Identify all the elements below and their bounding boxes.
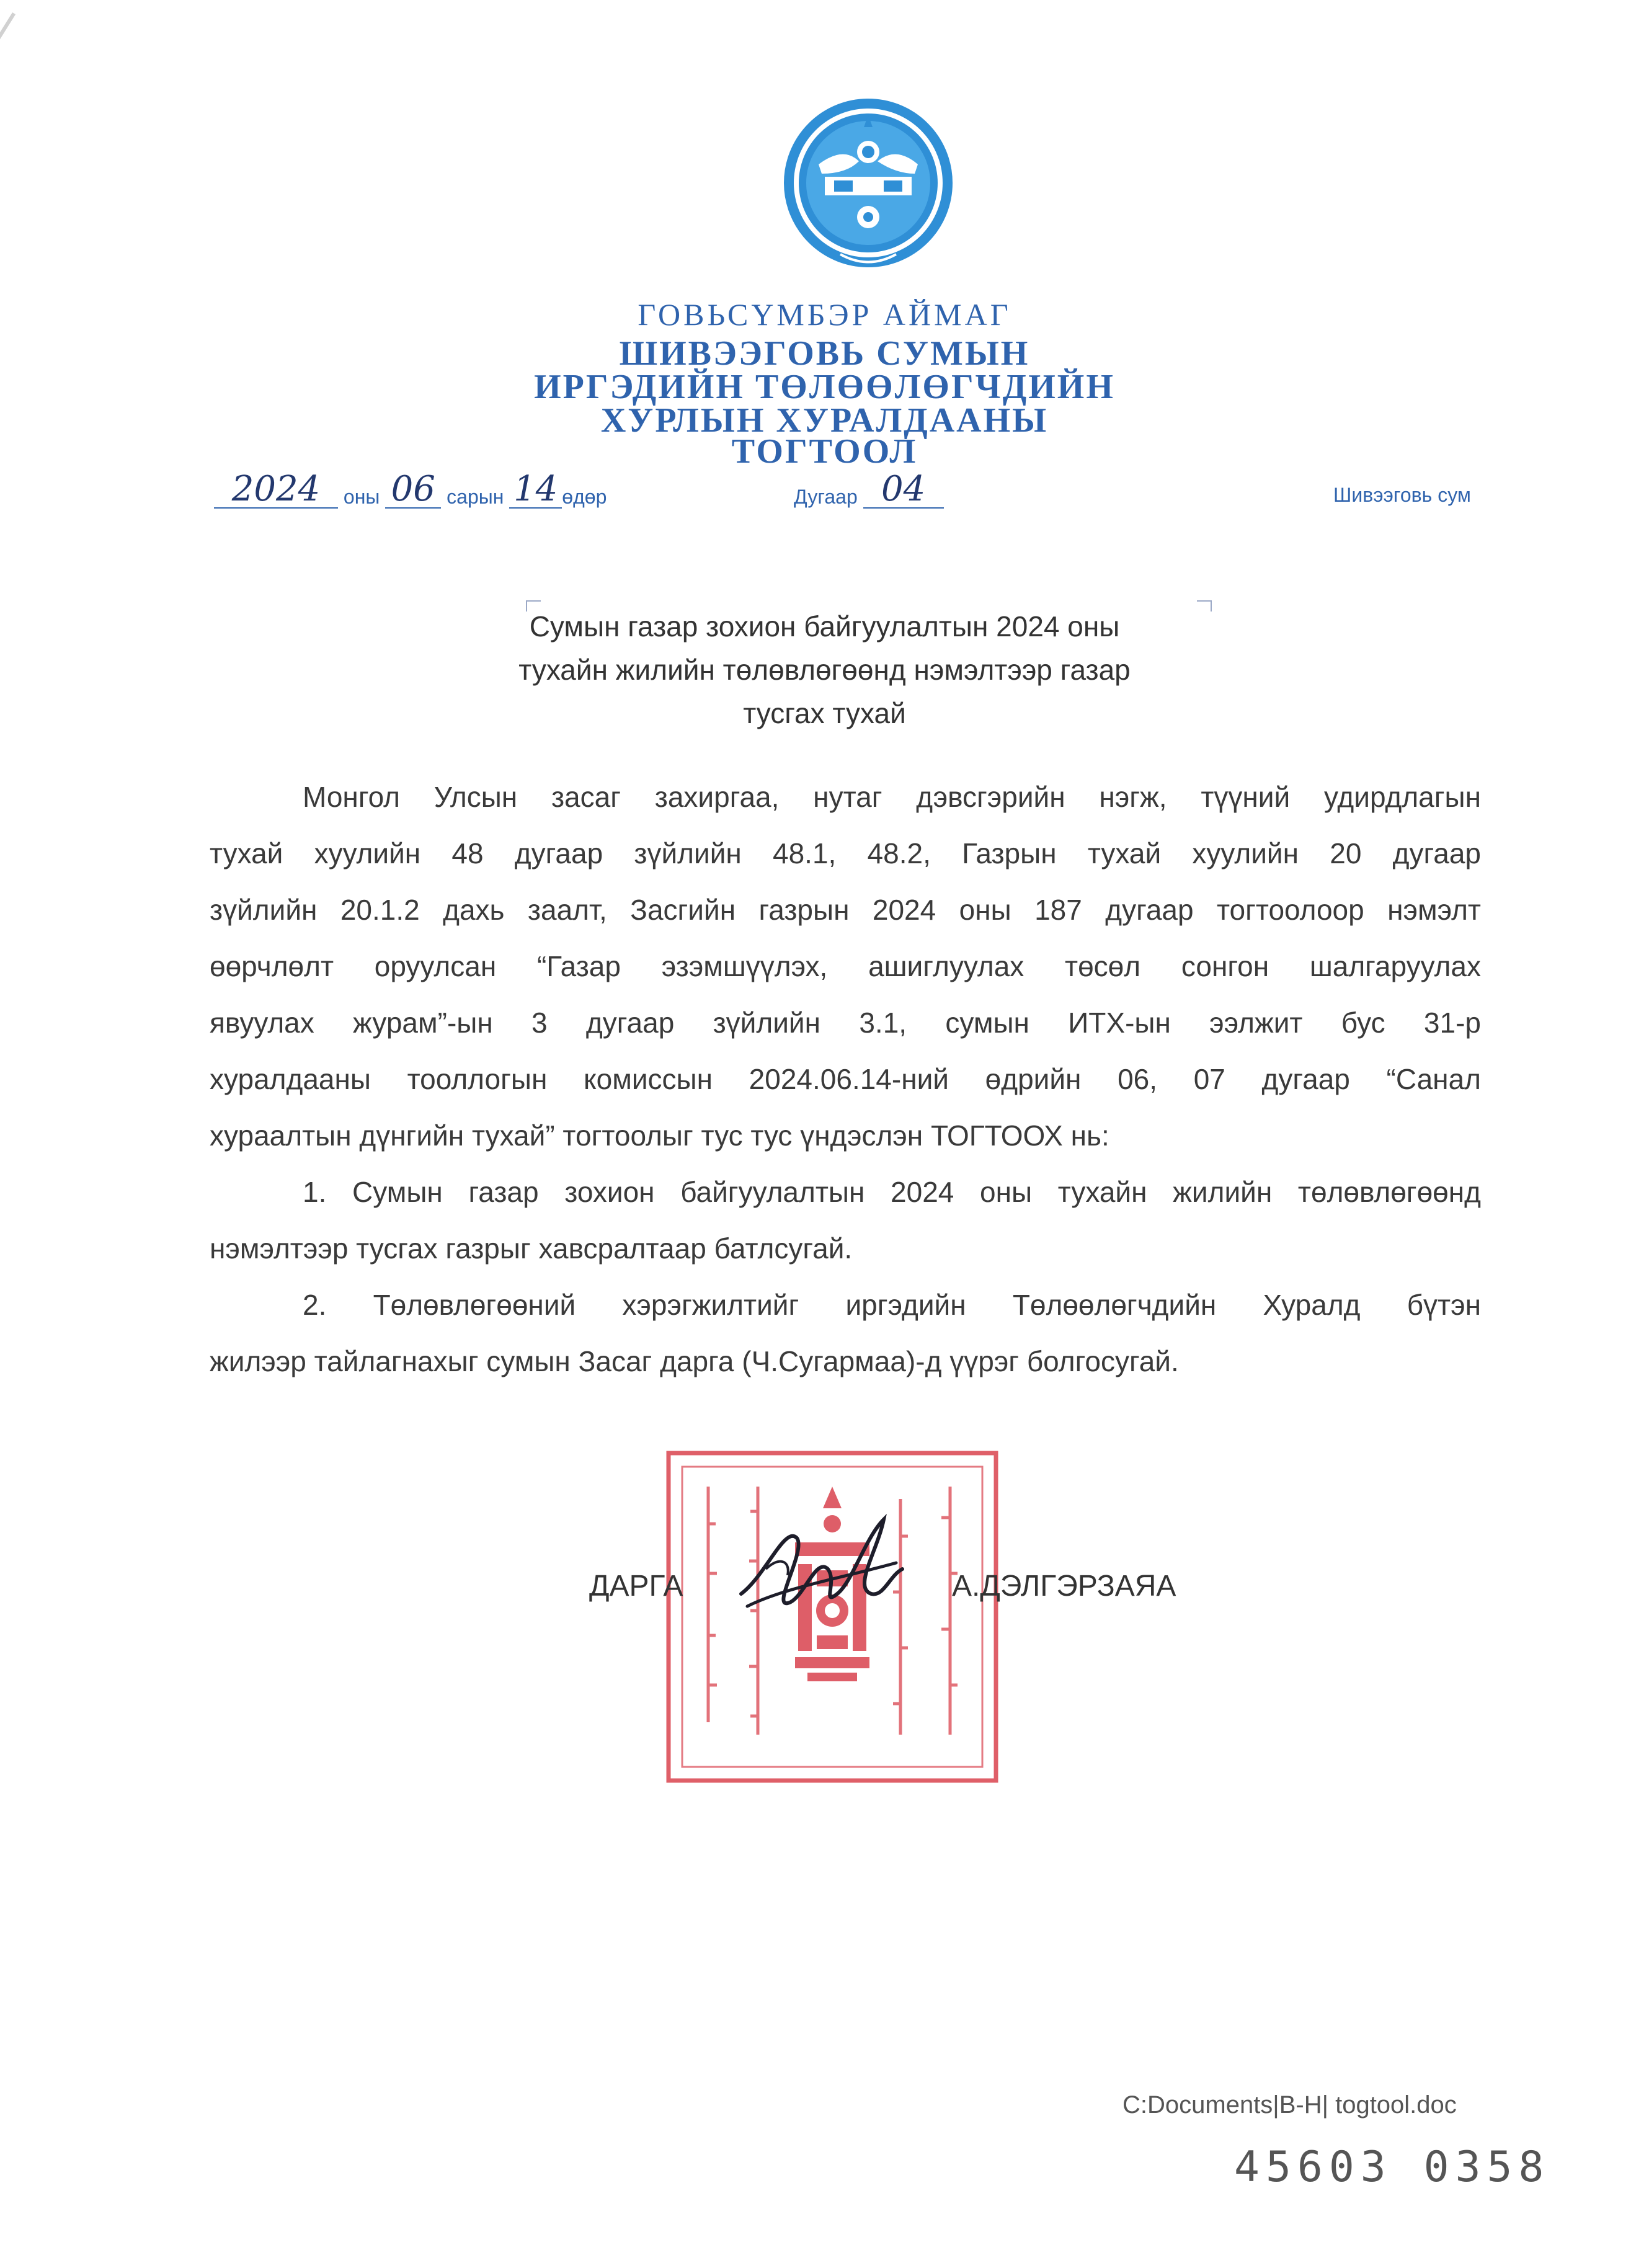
file-path: C:Documents|B-H| togtool.doc [1122,2091,1457,2119]
signatory-name: А.ДЭЛГЭРЗАЯА [952,1570,1176,1603]
date-year-suffix: оны [343,486,380,508]
preamble-line: хуралдааны тооллогын комиссын 2024.06.14-ний өдрийн 06, 07 дугаар “Санал [210,1063,1481,1095]
preamble-line: явуулах журам”-ын 3 дугаар зүйлийн 3.1, сумын ИТХ-ын ээлжит бус 31-р [210,1007,1481,1039]
header-sum: ШИВЭЭГОВЬ СУМЫН [619,334,1030,373]
preamble-line: тухай хуулийн 48 дугаар зүйлийн 48.1, 48.2, Газрын тухай хуулийн 20 дугаар [210,837,1481,869]
preamble-line: хураалтын дүнгийн тухай” тогтоолыг тус тус үндэслэн ТОГТООХ нь: [210,1119,1109,1152]
number-label: Дугаар [794,486,858,508]
item-2-line: жилээр тайлагнахыг сумын Засаг дарга (Ч.Сугармаа)-д үүрэг болгосугай. [210,1345,1179,1377]
title-line-1: Сумын газар зохион байгуулалтын 2024 оны [529,610,1120,643]
item-2-line: 2. Төлөвлөгөөний хэрэгжилтийг иргэдийн Төлөөлөгчдийн Хуралд бүтэн [303,1289,1481,1321]
title-line-2: тухайн жилийн төлөвлөгөөнд нэмэлтээр газар [518,654,1131,686]
scan-artifact-line [0,12,16,251]
preamble-line: Монгол Улсын засаг захиргаа, нутаг дэвсгэрийн нэгж, түүний удирдлагын [303,781,1481,813]
title-line-3: тусгах тухай [743,697,906,729]
header-aimag: ГОВЬСҮМБЭР АЙМАГ [638,297,1011,332]
date-year: 2024 [214,471,338,509]
header-session: ХУРЛЫН ХУРАЛДААНЫ [600,401,1049,440]
resolution-number: 04 [863,471,944,509]
header-resolution: ТОГТООЛ [731,432,918,471]
item-1-line: 1. Сумын газар зохион байгуулалтын 2024 оны тухайн жилийн төлөвлөгөөнд [303,1176,1481,1208]
document-title [0,605,1649,735]
state-emblem-icon [772,90,964,282]
date-day: 14 [509,471,562,509]
date-line [214,471,607,509]
header-council: ИРГЭДИЙН ТӨЛӨӨЛӨГЧДИЙН [534,368,1115,406]
date-day-suffix: өдөр [562,486,607,508]
handwritten-signature-icon [729,1501,915,1637]
preamble-line: өөрчлөлт оруулсан “Газар эзэмшүүлэх, ашиглуулах төсөл сонгон шалгаруулах [210,950,1481,982]
date-month-suffix: сарын [447,486,504,508]
preamble-line: зүйлийн 20.1.2 дахь заалт, Засгийн газрын 2024 оны 187 дугаар тогтоолоор нэмэлт [210,894,1481,926]
place-name: Шивээговь сум [1333,484,1471,506]
date-month: 06 [385,471,441,509]
signatory-title: ДАРГА [589,1570,683,1603]
number-line [794,471,944,509]
item-1-line: нэмэлтээр тусгах газрыг хавсралтаар батлсугай. [210,1232,853,1265]
registry-number: 45603 0358 [1234,2143,1550,2192]
document-body [210,769,1481,1390]
